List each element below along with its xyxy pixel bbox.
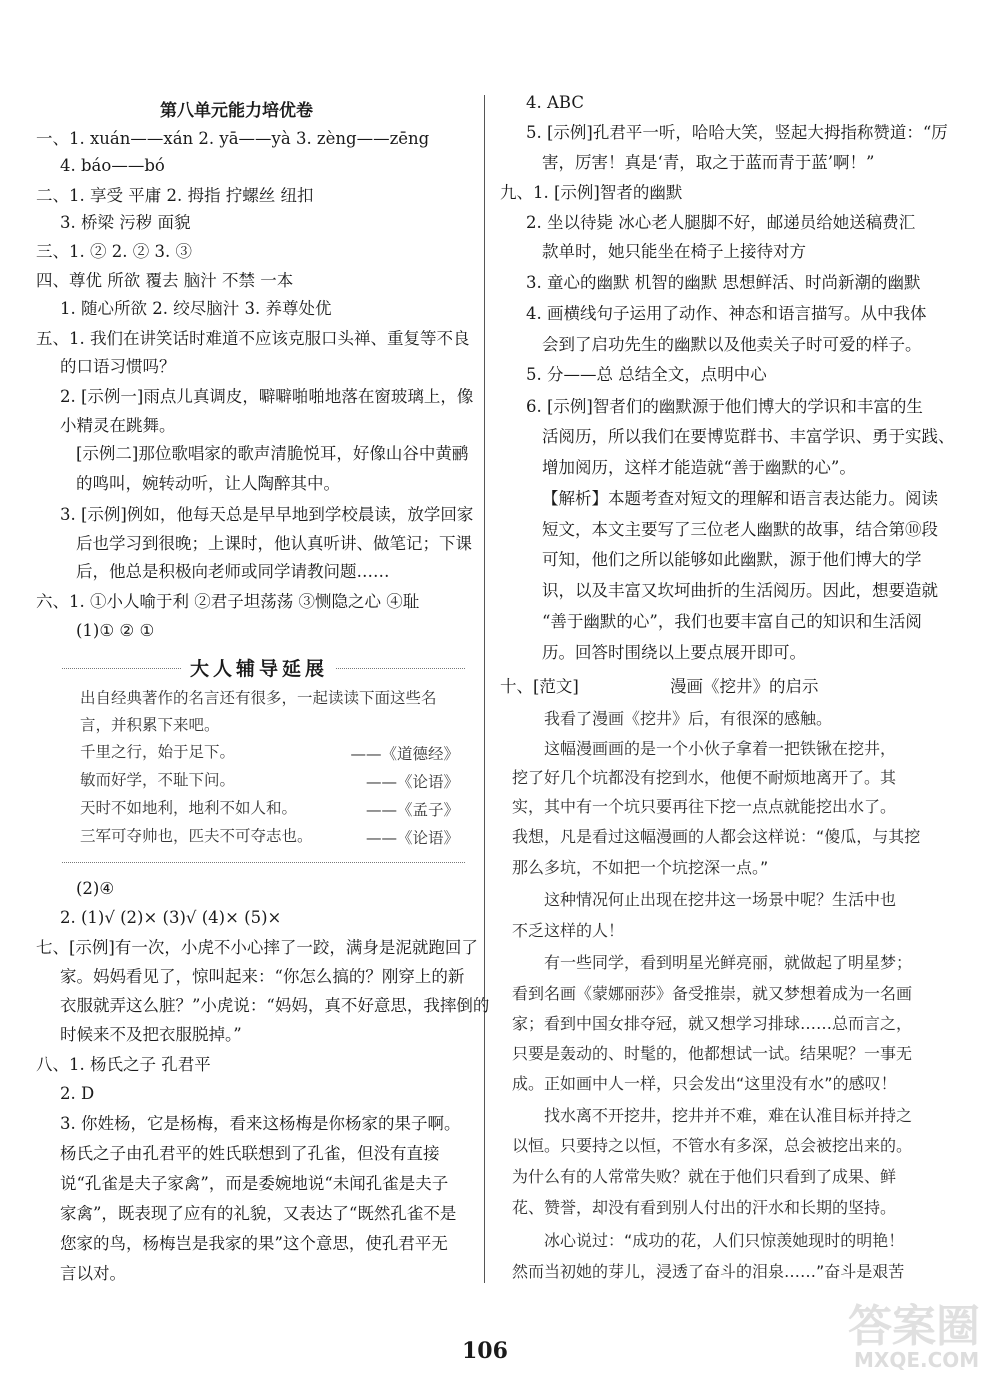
answer-line: 4. báo——bó: [60, 156, 165, 175]
quote-source: ——《孟子》: [365, 801, 459, 819]
essay-line: 有一些同学，看到明星光鲜亮丽，就做起了明星梦；: [544, 953, 913, 972]
answer-line: 九、1. [示例]智者的幽默: [500, 183, 683, 202]
answer-line: 4. ABC: [526, 93, 584, 112]
answer-line: 活阅历，所以我们在要博览群书、丰富学识、勇于实践、: [542, 427, 955, 446]
essay-line: 我想，凡是看过这幅漫画的人都会这样说：“傻瓜，与其挖: [512, 827, 921, 846]
answer-line: 款单时，她只能坐在椅子上接待对方: [542, 242, 806, 261]
essay-line: 然而当初她的芽儿，浸透了奋斗的泪泉……”奋斗是艰苦: [512, 1262, 905, 1281]
box-intro: 出自经典著作的名言还有很多，一起读读下面这些名: [80, 689, 437, 707]
answer-line: 5. [示例]孔君平一听，哈哈大笑，竖起大拇指称赞道：“厉: [526, 123, 948, 142]
essay-line: 找水离不开挖井，挖井并不难，难在认准目标并持之: [544, 1106, 913, 1125]
page-number: 106: [462, 1338, 508, 1364]
answer-line: 家。妈妈看见了，惊叫起来：“你怎么搞的？刚穿上的新: [60, 967, 465, 986]
answer-line: 2. D: [60, 1084, 95, 1103]
answer-line: 六、1. ①小人喻于利 ②君子坦荡荡 ③恻隐之心 ④耻: [36, 592, 420, 611]
answer-line: 七、[示例]有一次，小虎不小心摔了一跤，满身是泥就跑回了: [36, 938, 478, 957]
watermark-logo: [848, 1290, 988, 1375]
answer-line: 的口语习惯吗？: [60, 357, 176, 376]
analysis-line: 历。回答时围绕以上要点展开即可。: [542, 643, 806, 662]
box-bottom-border: [62, 862, 465, 863]
answer-line: 时候来不及把衣服脱掉。”: [60, 1025, 242, 1044]
answer-line: 一、1. xuán——xán 2. yā——yà 3. zèng——zēng: [36, 129, 430, 148]
analysis-line: 可知，他们之所以能够如此幽默，源于他们博大的学: [542, 550, 922, 569]
analysis-line: 识，以及丰富又坎坷曲折的生活阅历。因此，想要造就: [542, 581, 938, 600]
quote-source: ——《论语》: [365, 773, 459, 791]
answer-line: 1. 随心所欲 2. 绞尽脑汁 3. 养尊处优: [60, 299, 332, 318]
answer-line: [示例二]那位歌唱家的歌声清脆悦耳，好像山谷中黄鹂: [76, 444, 469, 463]
essay-line: 冰心说过：“成功的花，人们只惊羡她现时的明艳！: [544, 1231, 905, 1250]
column-divider: [484, 95, 485, 1283]
watermark-top: 答案圈: [848, 1301, 980, 1352]
page-title: 第八单元能力培优卷: [160, 101, 313, 121]
analysis-line: 短文，本文主要写了三位老人幽默的故事，结合第⑩段: [542, 520, 938, 539]
essay-line: 为什么有的人常常失败？就在于他们只看到了成果、鲜: [512, 1167, 897, 1186]
answer-line: 二、1. 享受 平庸 2. 拇指 拧螺丝 纽扣: [36, 186, 314, 205]
answer-line: 杨氏之子由孔君平的姓氏联想到了孔雀，但没有直接: [60, 1144, 440, 1163]
essay-title: 漫画《挖井》的启示: [670, 677, 819, 696]
quote-source: ——《论语》: [365, 829, 459, 847]
essay-line: 成。正如画中人一样，只会发出“这里没有水”的感叹！: [512, 1074, 897, 1093]
box-title: 大人辅导延展: [182, 654, 336, 681]
quote-text: 天时不如地利，地利不如人和。: [80, 799, 298, 817]
answer-line: (1)① ② ①: [76, 621, 155, 640]
essay-line: 挖了好几个坑都没有挖到水，他便不耐烦地离开了。其: [512, 768, 897, 787]
answer-line: 6. [示例]智者们的幽默源于他们博大的学识和丰富的生: [526, 397, 923, 416]
essay-line: 实，其中有一个坑只要再往下挖一点点就能挖出水了。: [512, 797, 897, 816]
quote-text: 敏而好学，不耻下问。: [80, 771, 236, 789]
answer-line: 2. [示例一]雨点儿真调皮，噼噼啪啪地落在窗玻璃上，像: [60, 387, 474, 406]
answer-line: 三、1. ② 2. ② 3. ③: [36, 242, 192, 261]
answer-line: 2. (1)√ (2)× (3)√ (4)× (5)×: [60, 908, 282, 927]
quote-text: 三军可夺帅也，匹夫不可夺志也。: [80, 827, 313, 845]
answer-line: 3. 你姓杨，它是杨梅，看来这杨梅是你杨家的果子啊。: [60, 1114, 461, 1133]
essay-line: 这种情况何止出现在挖井这一场景中呢？生活中也: [544, 890, 897, 909]
answer-line: 五、1. 我们在讲笑话时难道不应该克服口头禅、重复等不良: [36, 329, 470, 348]
box-intro: 言，并积累下来吧。: [80, 716, 220, 734]
essay-line: 家；看到中国女排夺冠，就又想学习排球……总而言之，: [512, 1014, 913, 1033]
essay-line: 只要是轰动的、时髦的，他都想试一试。结果呢？一事无: [512, 1044, 913, 1063]
essay-line: 花、赞誉，却没有看到别人付出的汗水和长期的坚持。: [512, 1198, 897, 1217]
answer-line: 您家的鸟，杨梅岂是我家的果”这个意思，使孔君平无: [60, 1234, 448, 1253]
answer-line: 2. 坐以待毙 冰心老人腿脚不好，邮递员给她送稿费汇: [526, 213, 916, 232]
answer-line: 家禽”，既表现了应有的礼貌，又表达了“既然孔雀不是: [60, 1204, 457, 1223]
answer-line: 3. 桥梁 污秽 面貌: [60, 213, 191, 232]
answer-line: 的鸣叫，婉转动听，让人陶醉其中。: [76, 474, 340, 493]
essay-line: 那么多坑，不如把一个坑挖深一点。”: [512, 858, 769, 877]
answer-line: 八、1. 杨氏之子 孔君平: [36, 1055, 211, 1074]
essay-line: 不乏这样的人！: [512, 921, 625, 940]
answer-line: 小精灵在跳舞。: [60, 416, 176, 435]
essay-line: 看到名画《蒙娜丽莎》备受推崇，就又梦想着成为一名画: [512, 984, 913, 1003]
analysis-line: 【解析】本题考查对短文的理解和语言表达能力。阅读: [542, 489, 938, 508]
answer-line: 后也学习到很晚；上课时，他认真听讲、做笔记；下课: [76, 534, 472, 553]
answer-line: 四、尊优 所欲 覆去 脑汁 不禁 一本: [36, 271, 294, 290]
essay-label: 十、[范文]: [500, 677, 579, 696]
answer-line: 说“孔雀是夫子家禽”，而是委婉地说“未闻孔雀是夫子: [60, 1174, 449, 1193]
essay-line: 以恒。只要持之以恒，不管水有多深，总会被挖出来的。: [512, 1136, 913, 1155]
analysis-line: “善于幽默的心”，我们也要丰富自己的知识和生活阅: [542, 612, 922, 631]
essay-line: 这幅漫画画的是一个小伙子拿着一把铁锹在挖井，: [544, 739, 897, 758]
extension-box: [62, 660, 465, 865]
answer-line: 增加阅历，这样才能造就“善于幽默的心”。: [542, 458, 856, 477]
answer-line: 衣服就弄这么脏？”小虎说：“妈妈，真不好意思，我摔倒的: [60, 996, 490, 1015]
answer-line: 3. 童心的幽默 机智的幽默 思想鲜活、时尚新潮的幽默: [526, 273, 921, 292]
answer-line: (2)④: [76, 879, 115, 898]
answer-line: 害，厉害！真是‘青，取之于蓝而青于蓝’啊！”: [542, 153, 875, 172]
answer-line: 后，他总是积极向老师或同学请教问题……: [76, 562, 390, 581]
quote-source: ——《道德经》: [350, 745, 459, 763]
answer-line: 5. 分——总 总结全文，点明中心: [526, 365, 767, 384]
quote-text: 千里之行，始于足下。: [80, 743, 236, 761]
watermark-bottom: MXQE.COM: [854, 1348, 980, 1372]
answer-line: 言以对。: [60, 1264, 126, 1283]
answer-line: 3. [示例]例如，他每天总是早早地到学校晨读，放学回家: [60, 505, 474, 524]
essay-line: 我看了漫画《挖井》后，有很深的感触。: [544, 709, 833, 728]
answer-line: 4. 画横线句子运用了动作、神态和语言描写。从中我体: [526, 304, 927, 323]
answer-line: 会到了启功先生的幽默以及他卖关子时可爱的样子。: [542, 335, 922, 354]
